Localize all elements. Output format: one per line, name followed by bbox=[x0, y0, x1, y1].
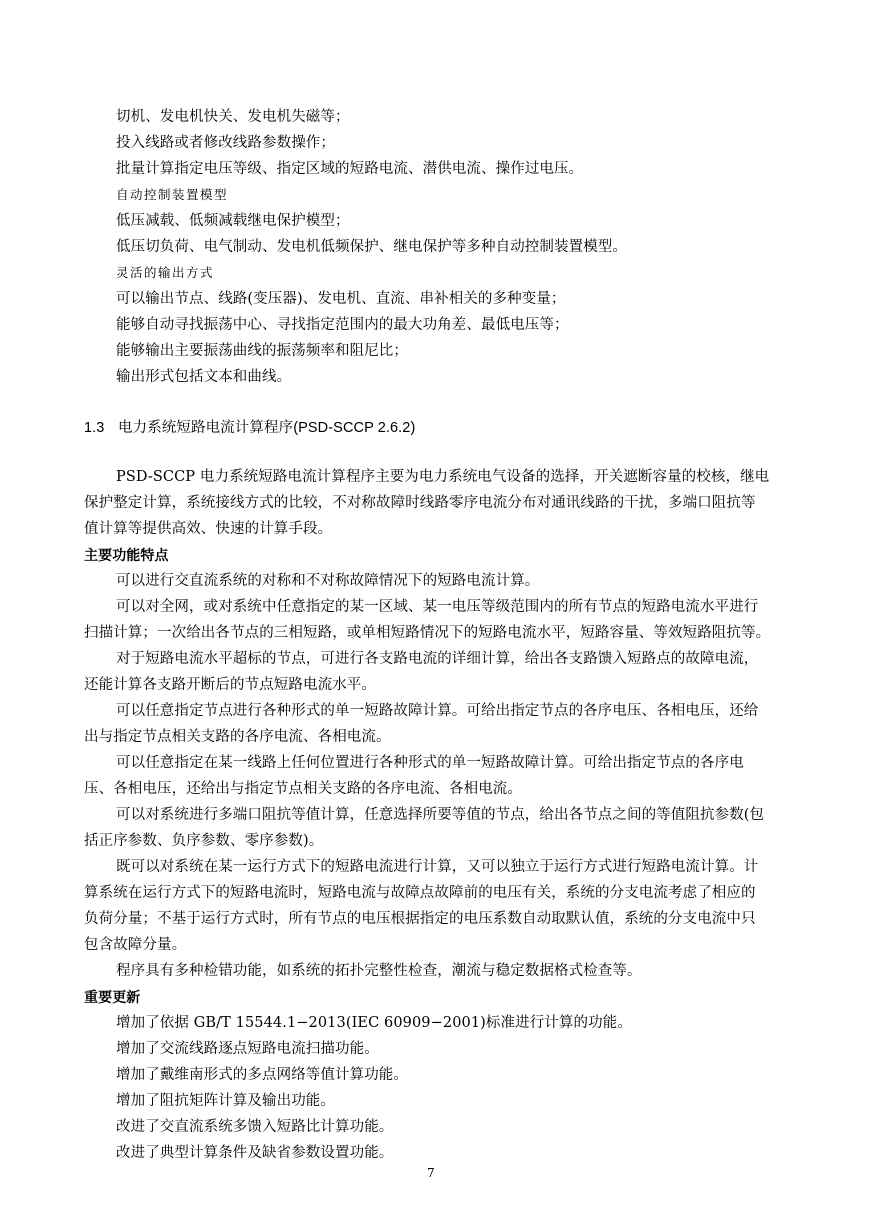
paragraph-line: 程序具有多种检错功能，如系统的拓扑完整性检查，潮流与稳定数据格式检查等。 bbox=[116, 963, 642, 979]
page-number: 7 bbox=[427, 1166, 435, 1180]
list-item: 切机、发电机快关、发电机失磁等； bbox=[116, 109, 350, 125]
list-item: 投入线路或者修改线路参数操作； bbox=[116, 135, 335, 151]
paragraph-line: 既可以对系统在某一运行方式下的短路电流进行计算，又可以独立于运行方式进行短路电流计算。计 bbox=[116, 859, 759, 875]
section-title: 电力系统短路电流计算程序(PSD-SCCP 2.6.2) bbox=[118, 420, 416, 436]
paragraph-line: 对于短路电流水平超标的节点，可进行各支路电流的详细计算，给出各支路馈入短路点的故障电流， bbox=[116, 651, 759, 667]
paragraph-line: 可以对全网，或对系统中任意指定的某一区域、某一电压等级范围内的所有节点的短路电流水平进行 bbox=[116, 599, 759, 615]
subheading-auto-control: 自动控制装置模型 bbox=[116, 187, 229, 202]
paragraph-line: 可以对系统进行多端口阻抗等值计算，任意选择所要等值的节点，给出各节点之间的等值阻抗参数(包 bbox=[116, 807, 765, 823]
paragraph-line: 保护整定计算，系统接线方式的比较，不对称故障时线路零序电流分布对通讯线路的干扰，多端口阻抗等 bbox=[84, 495, 756, 511]
list-item: 批量计算指定电压等级、指定区域的短路电流、潜供电流、操作过电压。 bbox=[116, 161, 584, 177]
paragraph-line: 扫描计算；一次给出各节点的三相短路，或单相短路情况下的短路电流水平，短路容量、等效短路阻抗等。 bbox=[84, 625, 771, 641]
subheading-output: 灵活的输出方式 bbox=[116, 265, 215, 280]
list-item: 能够自动寻找振荡中心、寻找指定范围内的最大功角差、最低电压等； bbox=[116, 317, 569, 333]
paragraph-line: 可以任意指定节点进行各种形式的单一短路故障计算。可给出指定节点的各序电压、各相电压，还给 bbox=[116, 703, 759, 719]
list-item: 改进了交直流系统多馈入短路比计算功能。 bbox=[116, 1119, 394, 1135]
paragraph-line: 包含故障分量。 bbox=[84, 937, 187, 953]
paragraph-line: 值计算等提供高效、快速的计算手段。 bbox=[84, 521, 333, 537]
paragraph-line: 可以任意指定在某一线路上任何位置进行各种形式的单一短路故障计算。可给出指定节点的各序电 bbox=[116, 755, 744, 771]
list-item: 低压减载、低频减载继电保护模型； bbox=[116, 213, 350, 229]
paragraph-line: 括正序参数、负序参数、零序参数)。 bbox=[84, 833, 324, 849]
features-heading: 主要功能特点 bbox=[84, 547, 169, 563]
list-item: 能够输出主要振荡曲线的振荡频率和阻尼比； bbox=[116, 343, 408, 359]
list-item: 可以输出节点、线路(变压器)、发电机、直流、串补相关的多种变量； bbox=[116, 291, 566, 307]
list-item: 改进了典型计算条件及缺省参数设置功能。 bbox=[116, 1145, 394, 1161]
paragraph-line: 负荷分量；不基于运行方式时，所有节点的电压根据指定的电压系数自动取默认值，系统的分支电流中只 bbox=[84, 911, 756, 927]
updates-heading: 重要更新 bbox=[84, 989, 141, 1005]
paragraph-line: 压、各相电压，还给出与指定节点相关支路的各序电流、各相电流。 bbox=[84, 781, 522, 797]
paragraph-line: 还能计算各支路开断后的节点短路电流水平。 bbox=[84, 677, 376, 693]
list-item: 低压切负荷、电气制动、发电机低频保护、继电保护等多种自动控制装置模型。 bbox=[116, 239, 627, 255]
list-item: 增加了交流线路逐点短路电流扫描功能。 bbox=[116, 1041, 379, 1057]
list-item: 输出形式包括文本和曲线。 bbox=[116, 369, 292, 385]
paragraph-line: 算系统在运行方式下的短路电流时，短路电流与故障点故障前的电压有关，系统的分支电流考虑了相应的 bbox=[84, 885, 756, 901]
paragraph-line: 出与指定节点相关支路的各序电流、各相电流。 bbox=[84, 729, 391, 745]
list-item: 增加了依据 GB/T 15544.1−2013(IEC 60909−2001)标准进行计算的功能。 bbox=[116, 1015, 632, 1031]
paragraph-line: 可以进行交直流系统的对称和不对称故障情况下的短路电流计算。 bbox=[116, 573, 540, 589]
section-number: 1.3 bbox=[84, 420, 105, 436]
list-item: 增加了戴维南形式的多点网络等值计算功能。 bbox=[116, 1067, 408, 1083]
list-item: 增加了阻抗矩阵计算及输出功能。 bbox=[116, 1093, 335, 1109]
paragraph-line: PSD-SCCP 电力系统短路电流计算程序主要为电力系统电气设备的选择，开关遮断容量的校核，继电 bbox=[116, 469, 770, 485]
